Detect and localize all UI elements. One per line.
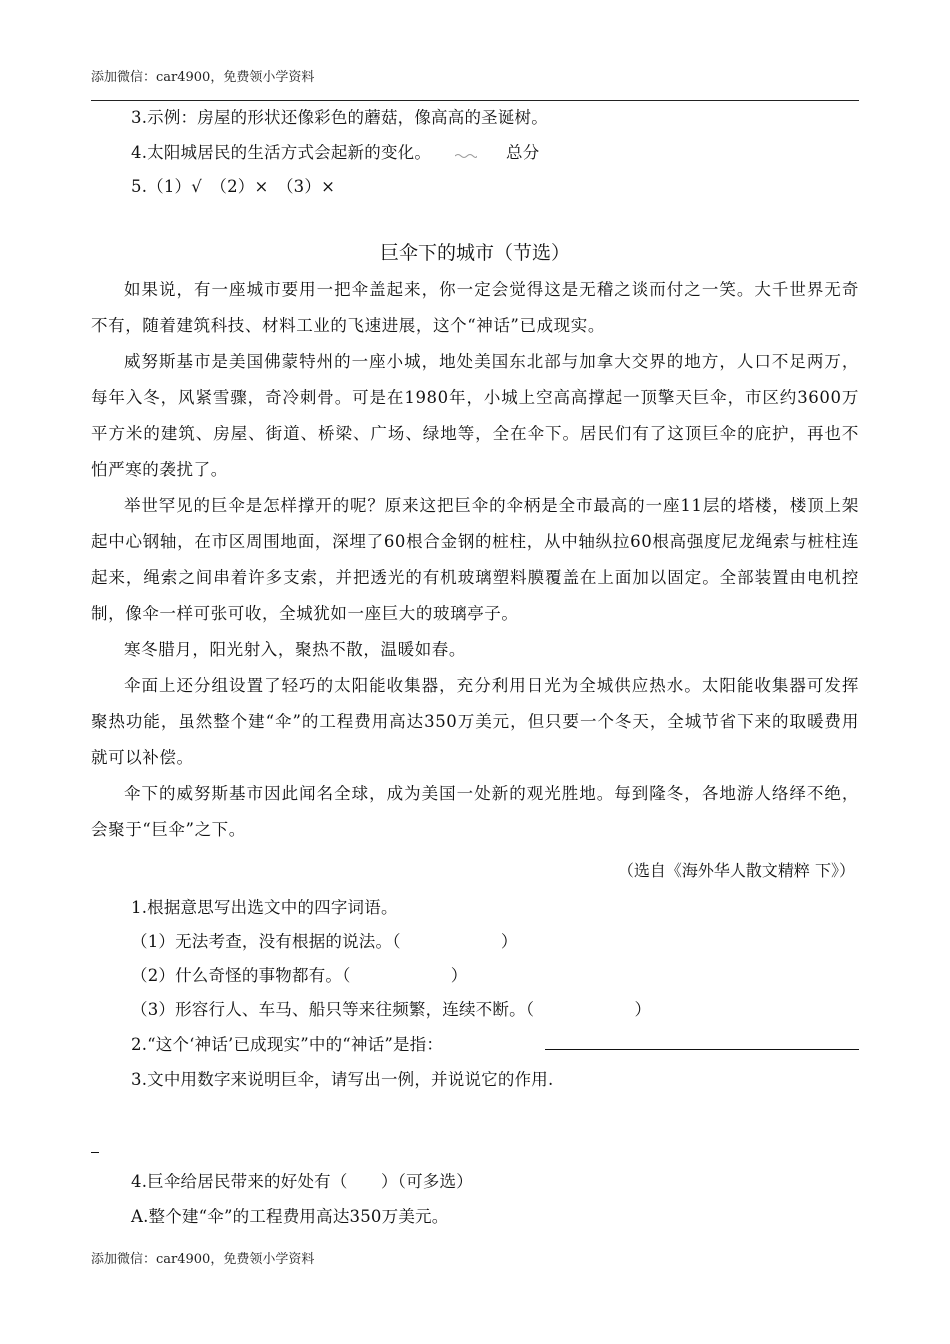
question-1-1: （1）无法考查，没有根据的说法。（ ） bbox=[131, 932, 518, 951]
question-1: 1.根据意思写出选文中的四字词语。 bbox=[131, 898, 398, 917]
article-paragraph: 威努斯基市是美国佛蒙特州的一座小城，地处美国东北部与加拿大交界的地方，人口不足两万，每年入冬，风紧雪骤，奇冷刺骨。可是在1980年，小城上空高高撑起一顶擎天巨伞，市区约3600万平方米的建筑、房屋、街道、桥梁、广场、绿地等，全在伞下。居民们有了这顶巨伞的庇护，再也不怕严寒的袭扰了。 bbox=[91, 352, 859, 479]
article-paragraph: 寒冬腊月，阳光射入，聚热不散，温暖如春。 bbox=[124, 640, 466, 659]
question-3: 3.文中用数字来说明巨伞，请写出一例，并说说它的作用. bbox=[131, 1070, 554, 1089]
question-4: 4.巨伞给居民带来的好处有（ ）（可多选） bbox=[131, 1172, 473, 1191]
article-paragraph: 举世罕见的巨伞是怎样撑开的呢？原来这把巨伞的伞柄是全市最高的一座11层的塔楼，楼顶上架起中心钢轴，在市区周围地面，深埋了60根合金钢的桩柱，从中轴纵拉60根高强度尼龙绳索与桩柱连起来，绳索之间串着许多支索，并把透光的有机玻璃塑料膜覆盖在上面加以固定。全部装置由电机控制，像伞一样可张可收，全城犹如一座巨大的玻璃亭子。 bbox=[91, 496, 859, 623]
answer-5: 5.（1）√ （2）× （3）× bbox=[131, 177, 336, 196]
article-title: 巨伞下的城市（节选） bbox=[379, 242, 570, 264]
question-1-3: （3）形容行人、车马、船只等来往频繁，连续不断。（ ） bbox=[131, 1000, 652, 1019]
answer-3: 3.示例：房屋的形状还像彩色的蘑菇，像高高的圣诞树。 bbox=[131, 108, 548, 127]
page-header: 添加微信：car4900，免费领小学资料 bbox=[91, 70, 315, 85]
answer-4: 4.太阳城居民的生活方式会起新的变化。 bbox=[131, 143, 432, 162]
page-footer: 添加微信：car4900，免费领小学资料 bbox=[91, 1252, 315, 1267]
question-1-2: （2）什么奇怪的事物都有。（ ） bbox=[131, 966, 468, 985]
article-source: （选自《海外华人散文精粹 下》） bbox=[617, 861, 855, 880]
margin-dash bbox=[91, 1152, 99, 1153]
question-2: 2.“这个‘神话’已成现实”中的“神话”是指： bbox=[131, 1035, 444, 1054]
answer-blank-line bbox=[545, 1049, 859, 1050]
article-paragraph: 伞下的威努斯基市因此闻名全球，成为美国一处新的观光胜地。每到隆冬，各地游人络绎不绝，会聚于“巨伞”之下。 bbox=[91, 784, 859, 839]
header-rule bbox=[91, 100, 859, 101]
question-4-option-a: A.整个建“伞”的工程费用高达350万美元。 bbox=[131, 1207, 449, 1226]
article-paragraph: 伞面上还分组设置了轻巧的太阳能收集器，充分利用日光为全城供应热水。太阳能收集器可发挥聚热功能，虽然整个建“伞”的工程费用高达350万美元，但只要一个冬天，全城节省下来的取暖费用就可以补偿。 bbox=[91, 676, 859, 767]
article-paragraph: 如果说，有一座城市要用一把伞盖起来，你一定会觉得这是无稽之谈而付之一笑。大千世界无奇不有，随着建筑科技、材料工业的飞速进展，这个“神话”已成现实。 bbox=[91, 280, 859, 335]
squiggle-mark bbox=[455, 153, 477, 159]
score-label: 总分 bbox=[506, 143, 540, 162]
